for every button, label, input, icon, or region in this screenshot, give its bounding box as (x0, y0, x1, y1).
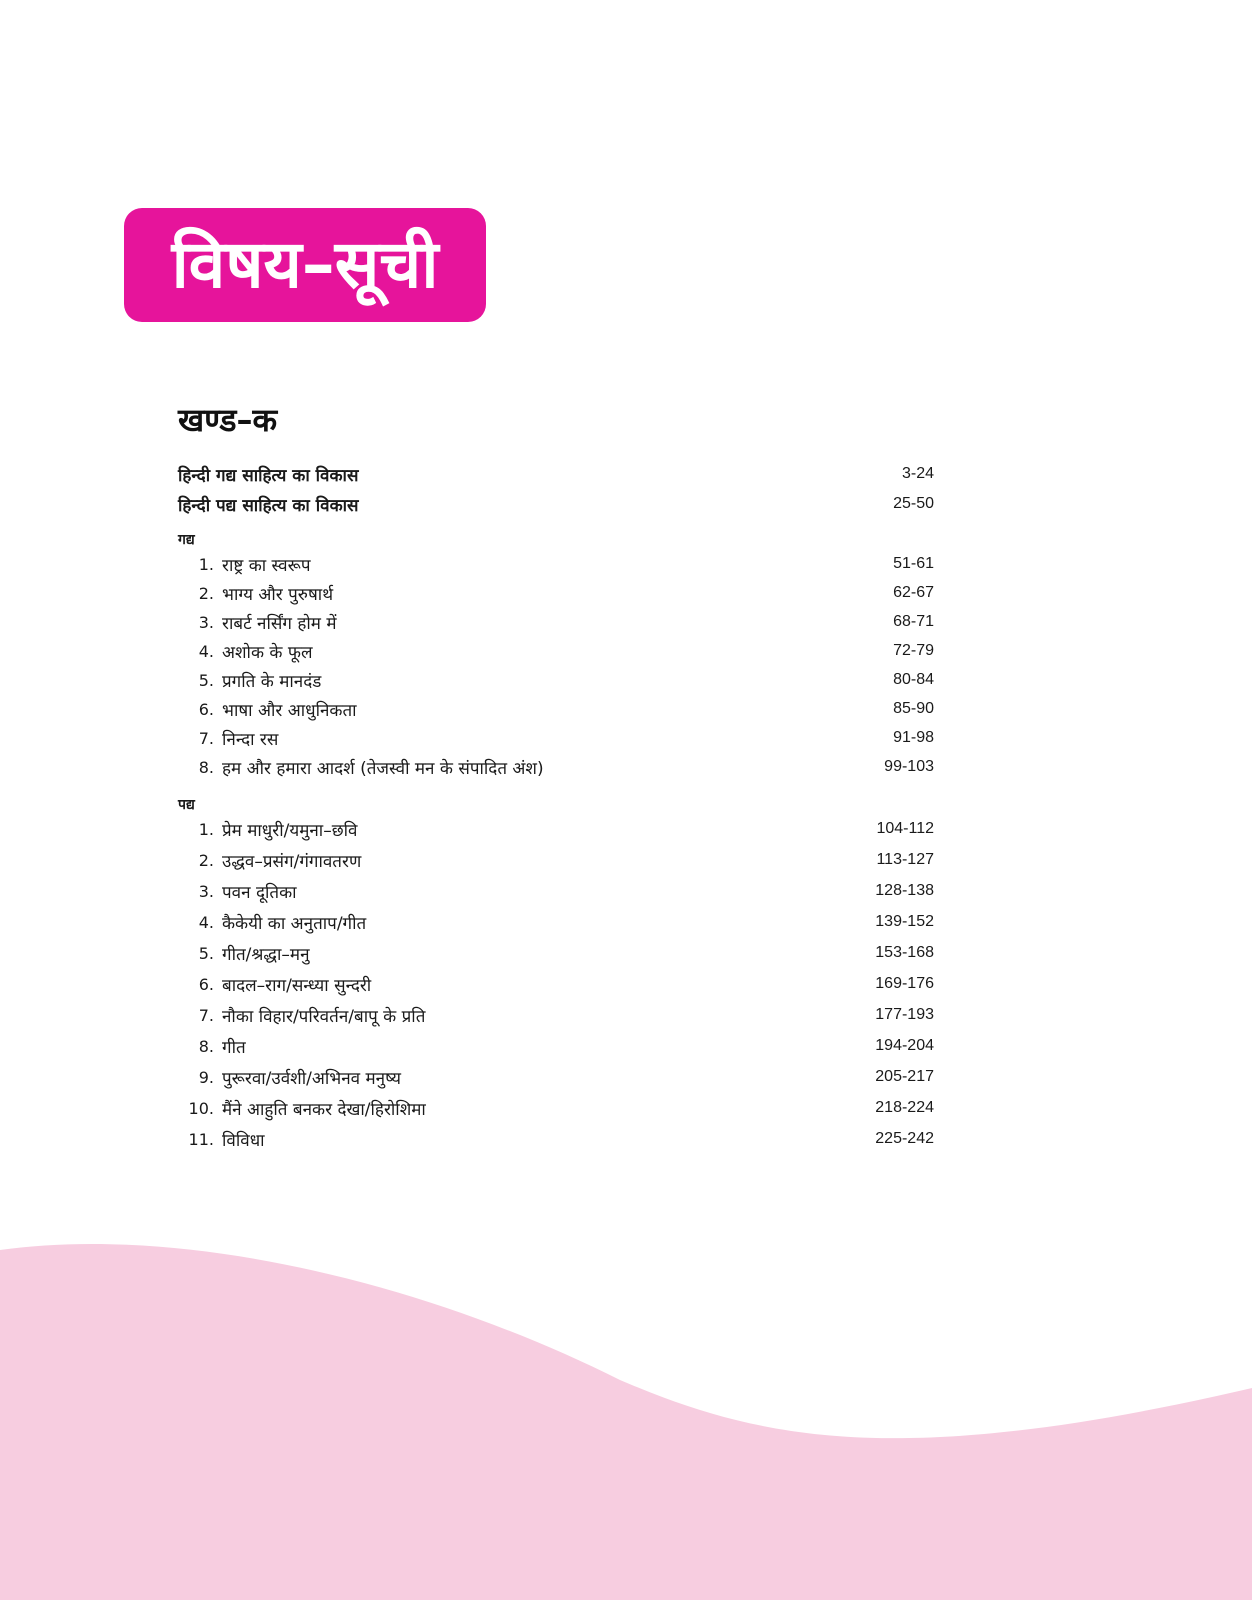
toc-entry-number: 8. (198, 1036, 214, 1056)
toc-entry-label: बादल–राग/सन्ध्या सुन्दरी (222, 975, 372, 996)
toc-entry-pages: 113-127 (876, 851, 934, 868)
toc-entry-pages: 177-193 (875, 1006, 934, 1023)
toc-entry-number: 9. (198, 1067, 214, 1087)
toc-entry-number: 2. (198, 583, 214, 603)
toc-entry-label: प्रेम माधुरी/यमुना–छवि (222, 820, 358, 841)
toc-entry-number: 1. (198, 554, 214, 574)
toc-entry-label: पुरूरवा/उर्वशी/अभिनव मनुष्य (222, 1068, 401, 1089)
toc-entry-pages: 51-61 (893, 555, 934, 572)
toc-entry-number: 7. (198, 728, 214, 748)
toc-entry-number: 5. (198, 670, 214, 690)
toc-entry[interactable] (178, 1125, 934, 1153)
toc-entry[interactable] (178, 1032, 934, 1060)
toc-entry-label: निन्दा रस (222, 729, 279, 750)
toc-entry[interactable] (178, 460, 934, 488)
toc-entry-pages: 85-90 (893, 700, 934, 717)
toc-entry-label: कैकेयी का अनुताप/गीत (222, 913, 367, 934)
page-title-box (124, 208, 486, 322)
toc-entry-pages: 218-224 (875, 1099, 934, 1116)
toc-entry-label: मैंने आहुति बनकर देखा/हिरोशिमा (222, 1099, 426, 1120)
toc-entry-label: भाग्य और पुरुषार्थ (222, 584, 334, 605)
toc-entry-pages: 169-176 (875, 975, 934, 992)
subsection-heading-gadya: गद्य (178, 532, 195, 548)
toc-entry-label: गीत (222, 1037, 246, 1058)
toc-entry[interactable] (178, 490, 934, 518)
toc-entry-label: हिन्दी गद्य साहित्य का विकास (178, 465, 359, 486)
toc-entry[interactable] (178, 970, 934, 998)
toc-entry-pages: 91-98 (893, 729, 934, 746)
toc-entry-pages: 205-217 (875, 1068, 934, 1085)
toc-entry[interactable] (178, 550, 934, 578)
toc-entry-pages: 62-67 (893, 584, 934, 601)
toc-entry[interactable] (178, 753, 934, 781)
toc-entry-pages: 80-84 (893, 671, 934, 688)
toc-entry-number: 5. (198, 943, 214, 963)
toc-entry-pages: 99-103 (884, 758, 934, 775)
toc-entry-number: 4. (198, 641, 214, 661)
toc-entry-number: 11. (188, 1129, 214, 1149)
toc-entry-pages: 139-152 (875, 913, 934, 930)
page-title: विषय–सूची (171, 226, 439, 303)
toc-entry-label: राबर्ट नर्सिंग होम में (222, 613, 337, 634)
toc-entry[interactable] (178, 1063, 934, 1091)
toc-entry-label: हिन्दी पद्य साहित्य का विकास (178, 495, 359, 516)
toc-entry-label: पवन दूतिका (222, 882, 297, 903)
toc-entry[interactable] (178, 877, 934, 905)
toc-entry-number: 6. (198, 974, 214, 994)
toc-entry[interactable] (178, 637, 934, 665)
toc-entry[interactable] (178, 908, 934, 936)
toc-entry-label: हम और हमारा आदर्श (तेजस्वी मन के संपादित अंश) (222, 758, 544, 779)
toc-entry-pages: 153-168 (875, 944, 934, 961)
toc-entry-label: नौका विहार/परिवर्तन/बापू के प्रति (222, 1006, 426, 1027)
toc-entry-label: राष्ट्र का स्वरूप (222, 555, 311, 576)
toc-entry-number: 10. (188, 1098, 214, 1118)
toc-entry[interactable] (178, 939, 934, 967)
toc-entry-pages: 25-50 (893, 495, 934, 512)
toc-entry-label: भाषा और आधुनिकता (222, 700, 357, 721)
toc-entry-label: उद्धव–प्रसंग/गंगावतरण (222, 851, 362, 872)
toc-entry[interactable] (178, 846, 934, 874)
toc-entry-number: 2. (198, 850, 214, 870)
toc-entry-number: 3. (198, 612, 214, 632)
toc-entry[interactable] (178, 666, 934, 694)
toc-entry[interactable] (178, 724, 934, 752)
toc-entry[interactable] (178, 1001, 934, 1029)
toc-entry-pages: 225-242 (875, 1130, 934, 1147)
toc-entry-pages: 72-79 (893, 642, 934, 659)
toc-entry-number: 1. (198, 819, 214, 839)
section-heading: खण्ड–क (178, 401, 278, 439)
toc-entry-number: 8. (198, 757, 214, 777)
toc-entry-label: अशोक के फूल (222, 642, 313, 663)
toc-entry-number: 7. (198, 1005, 214, 1025)
toc-entry-number: 6. (198, 699, 214, 719)
toc-entry-pages: 194-204 (875, 1037, 934, 1054)
toc-entry-pages: 3-24 (901, 465, 934, 482)
toc-entry[interactable] (178, 1094, 934, 1122)
toc-entry[interactable] (178, 608, 934, 636)
toc-entry-label: प्रगति के मानदंड (222, 671, 322, 692)
toc-entry-number: 4. (198, 912, 214, 932)
toc-entry[interactable] (178, 695, 934, 723)
toc-entry[interactable] (178, 579, 934, 607)
toc-entry-number: 3. (198, 881, 214, 901)
toc-entry-pages: 68-71 (893, 613, 934, 630)
toc-entry-pages: 104-112 (876, 820, 934, 837)
toc-entry-label: गीत/श्रद्धा–मनु (222, 944, 310, 965)
toc-entry-pages: 128-138 (875, 882, 934, 899)
toc-entry[interactable] (178, 815, 934, 843)
toc-entry-label: विविधा (222, 1130, 265, 1151)
subsection-heading-padya: पद्य (178, 797, 195, 813)
